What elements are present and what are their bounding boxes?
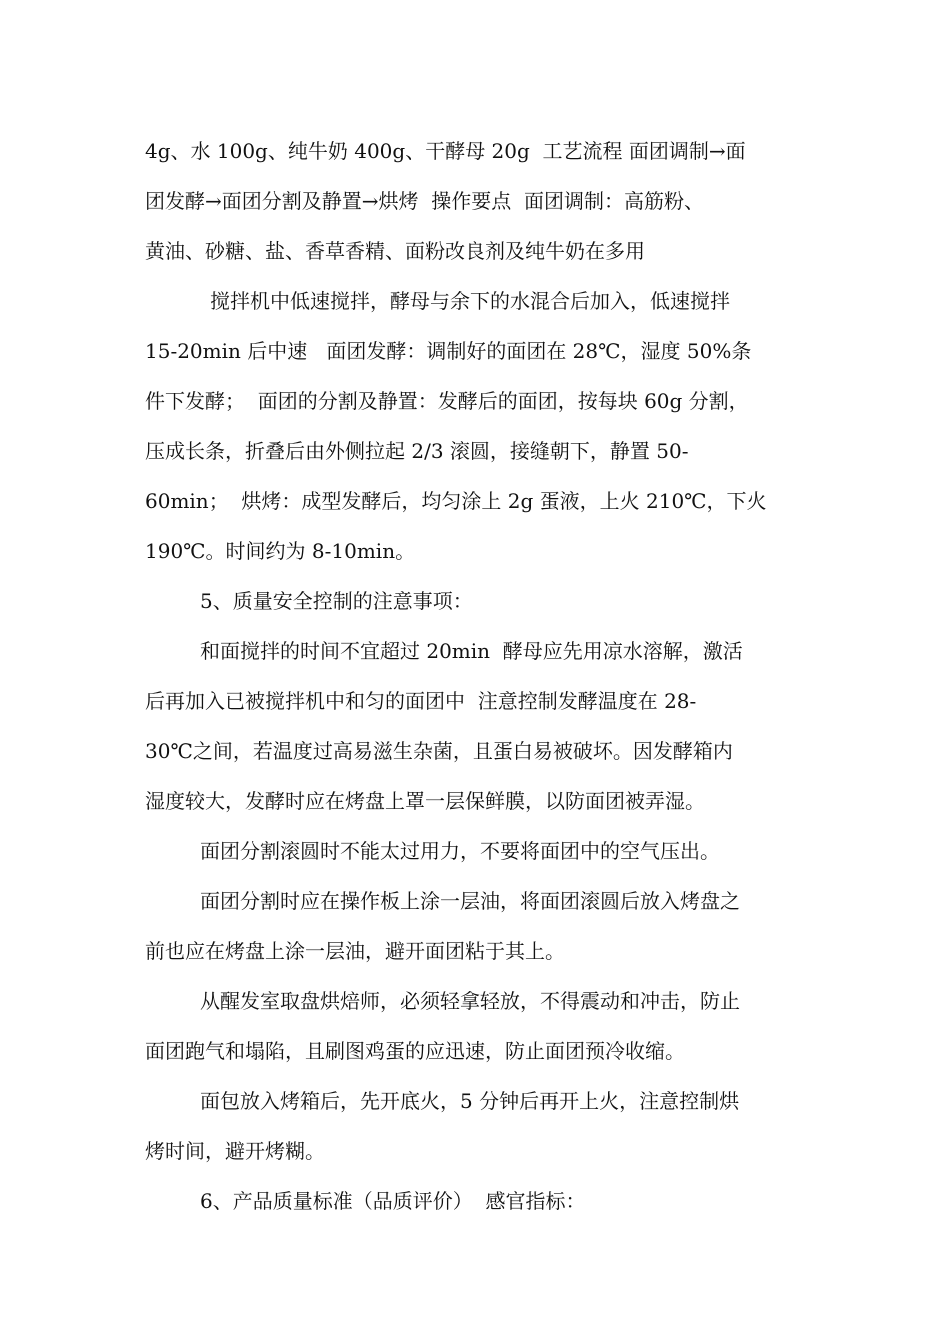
text-line: 190℃。时间约为 8-10min。 xyxy=(145,539,416,563)
text-line: 4g、水 100g、纯牛奶 400g、干酵母 20g 工艺流程 面团调制→面 xyxy=(145,139,746,163)
text-line: 30℃之间，若温度过高易滋生杂菌，且蛋白易被破坏。因发酵箱内 xyxy=(145,739,733,763)
text-line: 黄油、砂糖、盐、香草香精、面粉改良剂及纯牛奶在多用 xyxy=(145,239,645,263)
text-line: 面包放入烤箱后，先开底火，5 分钟后再开上火，注意控制烘 xyxy=(200,1089,740,1113)
text-line: 面团分割时应在操作板上涂一层油，将面团滚圆后放入烤盘之 xyxy=(200,889,740,913)
text-line: 压成长条，折叠后由外侧拉起 2/3 滚圆，接缝朝下，静置 50- xyxy=(145,439,689,463)
text-line: 搅拌机中低速搅拌，酵母与余下的水混合后加入，低速搅拌 xyxy=(210,289,730,313)
text-line: 面团分割滚圆时不能太过用力，不要将面团中的空气压出。 xyxy=(200,839,720,863)
text-line: 前也应在烤盘上涂一层油，避开面团粘于其上。 xyxy=(145,939,565,963)
section-heading: 6、产品质量标准（品质评价） 感官指标： xyxy=(200,1189,586,1213)
text-line: 从醒发室取盘烘焙师，必须轻拿轻放，不得震动和冲击，防止 xyxy=(200,989,740,1013)
text-line: 15-20min 后中速 面团发酵：调制好的面团在 28℃，湿度 50%条 xyxy=(145,339,752,363)
text-line: 后再加入已被搅拌机中和匀的面团中 注意控制发酵温度在 28- xyxy=(145,689,697,713)
text-line: 烤时间，避开烤糊。 xyxy=(145,1139,325,1163)
text-line: 面团跑气和塌陷，且刷图鸡蛋的应迅速，防止面团预冷收缩。 xyxy=(145,1039,685,1063)
text-line: 团发酵→面团分割及静置→烘烤 操作要点 面团调制：高筋粉、 xyxy=(145,189,704,213)
text-line: 件下发酵； 面团的分割及静置：发酵后的面团，按每块 60g 分割， xyxy=(145,389,749,413)
text-line: 湿度较大，发酵时应在烤盘上罩一层保鲜膜，以防面团被弄湿。 xyxy=(145,789,705,813)
section-heading: 5、质量安全控制的注意事项： xyxy=(200,589,473,613)
text-line: 60min； 烘烤：成型发酵后，均匀涂上 2g 蛋液，上火 210℃，下火 xyxy=(145,489,767,513)
text-line: 和面搅拌的时间不宜超过 20min 酵母应先用凉水溶解，激活 xyxy=(200,639,743,663)
